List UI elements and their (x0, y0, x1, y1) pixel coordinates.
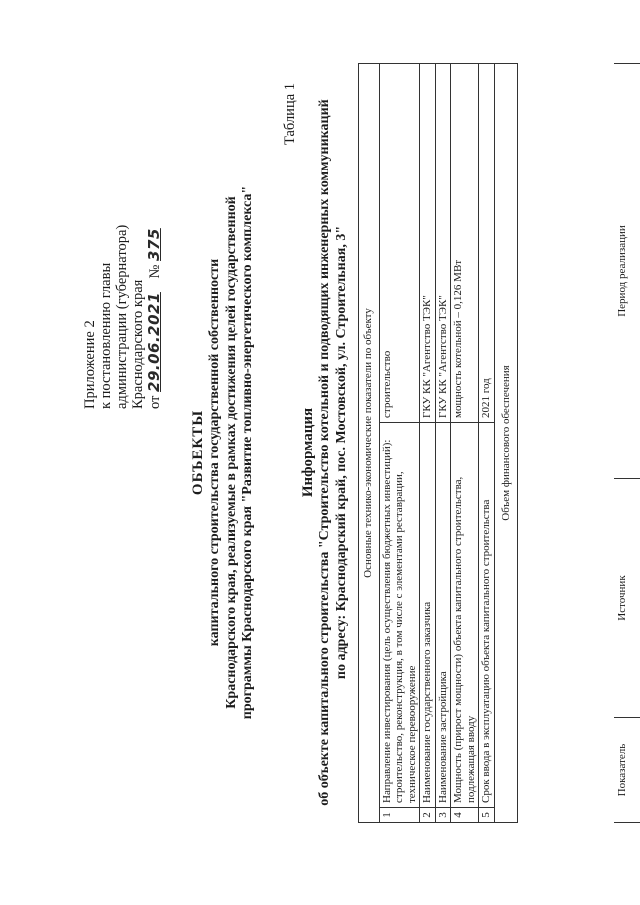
date-prefix: от (147, 395, 163, 409)
row-value: ГКУ КК "Агентство ТЭК" (420, 64, 436, 423)
columns-header-row (614, 64, 640, 823)
number-prefix: № (147, 264, 163, 279)
info-heading: Информация (300, 407, 316, 498)
column-indicator: Показатель (614, 718, 640, 823)
title-line: Краснодарского края, реализуемые в рамках достижения целей государственной (223, 196, 239, 709)
financing-header: Объем финансового обеспечения (494, 64, 518, 823)
title-line: капитального строительства государственной собственности (207, 258, 222, 647)
table-label: Таблица 1 (282, 82, 298, 145)
row-value: строительство (379, 64, 420, 423)
row-number: 3 (435, 808, 451, 823)
appendix-line: Краснодарского края (130, 279, 146, 409)
row-number: 2 (420, 808, 436, 823)
table-row (435, 64, 451, 823)
info-line: по адресу: Краснодарский край, пос. Мостовской, ул. Строительная, 3" (333, 225, 349, 680)
column-source: Источник (614, 479, 640, 718)
row-label: Наименование застройщика (435, 423, 451, 808)
title-line: программы Краснодарского края "Развитие топливно-энергетического комплекса" (240, 185, 255, 720)
row-label: Направление инвестирования (цель осуществления бюджетных инвестиций): строительство, реконструкция, в том числе с элементами реставрации, техническое перевооружение (379, 423, 420, 808)
parameters-table (358, 63, 518, 823)
appendix-line: Приложение 2 (82, 320, 98, 409)
row-value: мощность котельной – 0,126 МВт (451, 64, 479, 423)
info-block (300, 0, 350, 905)
table-row (479, 64, 495, 823)
table-header-row (359, 64, 380, 823)
row-value: ГКУ КК "Агентство ТЭК" (435, 64, 451, 423)
appendix-block (82, 89, 163, 409)
row-value: 2021 год (479, 64, 495, 423)
table-header: Основные технико-экономические показатели по объекту (359, 64, 380, 823)
row-label: Срок ввода в эксплуатацию объекта капитального строительства (479, 423, 495, 808)
decree-date: 29.06.2021 (145, 292, 163, 392)
row-number: 5 (479, 808, 495, 823)
row-number: 1 (379, 808, 420, 823)
appendix-line: администрации (губернатора) (114, 224, 130, 409)
financing-row (494, 64, 518, 823)
appendix-date-line (146, 89, 163, 409)
info-line: об объекте капитального строительства "Строительство котельной и подводящих инженерных коммуникаций (317, 99, 332, 806)
table-row (420, 64, 436, 823)
row-label: Наименование государственного заказчика (420, 423, 436, 808)
financing-columns-table (614, 63, 640, 823)
appendix-line: к постановлению главы (98, 262, 114, 409)
row-number: 4 (451, 808, 479, 823)
document-heading: ОБЪЕКТЫ (190, 409, 206, 496)
column-period: Период реализации (614, 64, 640, 479)
decree-number: 375 (145, 228, 163, 261)
row-label: Мощность (прирост мощности) объекта капитального строительства, подлежащая вводу (451, 423, 479, 808)
title-block (190, 0, 257, 905)
table-row (379, 64, 420, 823)
table-row (451, 64, 479, 823)
